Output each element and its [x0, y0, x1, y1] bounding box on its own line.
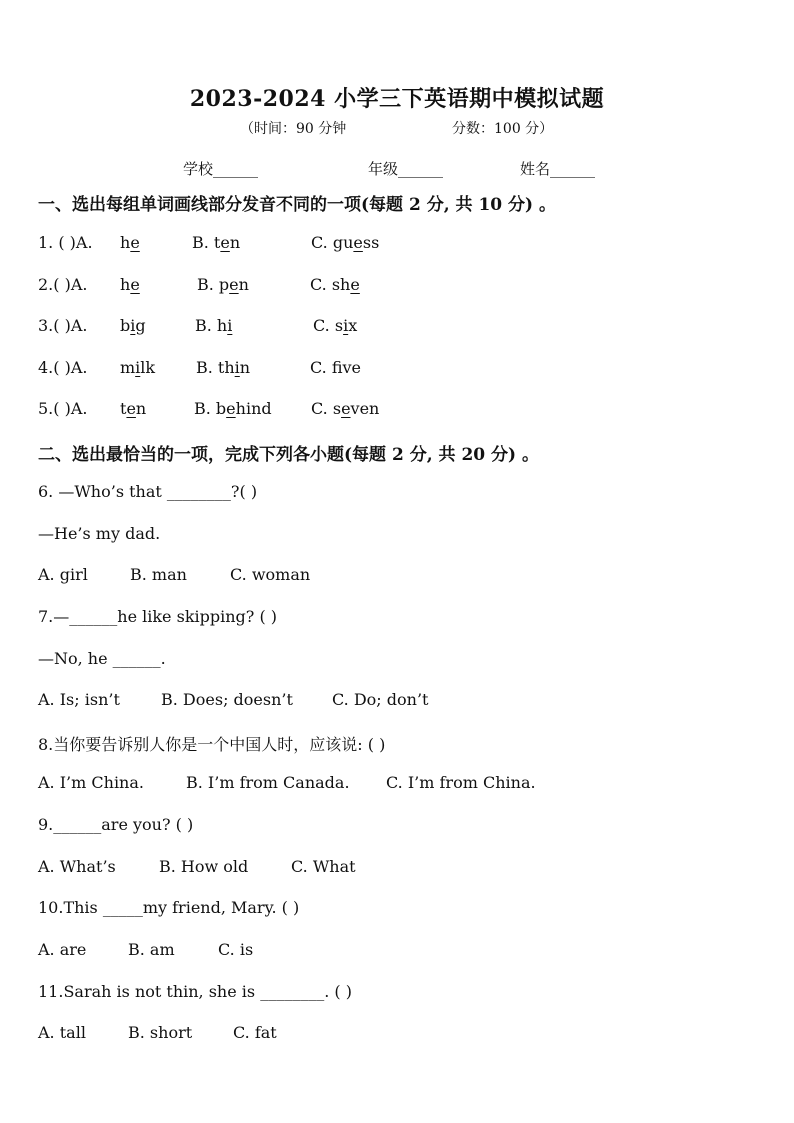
- question-7-dialogue: —No, he ______.: [38, 649, 166, 668]
- option-b: B. thin: [196, 358, 251, 377]
- question-number: 5.( )A.: [38, 399, 88, 418]
- option-a: A. girl: [38, 565, 88, 584]
- school-field: 学校______: [183, 160, 259, 178]
- option-a: milk: [120, 358, 156, 377]
- option-c: C. I’m from China.: [386, 773, 536, 792]
- question-number: 2.( )A.: [38, 275, 88, 294]
- option-a: A. are: [38, 940, 87, 959]
- option-a: A. What’s: [38, 857, 116, 876]
- option-a: A. tall: [38, 1023, 86, 1042]
- question-6-stem: 6. —Who’s that ________?( ): [38, 482, 258, 501]
- section-1-heading: 一、选出每组单词画线部分发音不同的一项(每题 2 分, 共 10 分) 。: [38, 195, 557, 215]
- option-b: B. I’m from Canada.: [186, 773, 350, 792]
- question-9-stem: 9.______are you? ( ): [38, 815, 194, 834]
- option-c: C. is: [218, 940, 254, 959]
- option-b: B. pen: [197, 275, 249, 294]
- section-2-heading: 二、选出最恰当的一项，完成下列各小题(每题 2 分, 共 20 分) 。: [38, 445, 540, 465]
- grade-field: 年级______: [368, 160, 444, 178]
- option-c: C. guess: [311, 233, 380, 252]
- option-c: C. woman: [230, 565, 311, 584]
- option-b: B. short: [128, 1023, 193, 1042]
- question-6-dialogue: —He’s my dad.: [38, 524, 161, 543]
- question-number: 4.( )A.: [38, 358, 88, 377]
- option-a: A. Is; isn’t: [38, 690, 120, 709]
- question-7-stem: 7.—______he like skipping? ( ): [38, 607, 278, 626]
- option-b: B. am: [128, 940, 175, 959]
- option-c: C. seven: [311, 399, 380, 418]
- option-c: C. fat: [233, 1023, 277, 1042]
- question-number: 3.( )A.: [38, 316, 88, 335]
- option-a: big: [120, 316, 146, 335]
- option-c: C. she: [310, 275, 360, 294]
- option-b: B. man: [130, 565, 187, 584]
- page-title: 2023-2024 小学三下英语期中模拟试题: [189, 86, 605, 112]
- option-b: B. behind: [194, 399, 272, 418]
- time-limit: （时间：90 分钟: [240, 121, 347, 137]
- option-c: C. fve: [310, 358, 362, 377]
- name-field: 姓名______: [520, 160, 596, 178]
- question-number: 1. ( )A.: [38, 233, 93, 252]
- option-a: he: [120, 233, 140, 252]
- option-b: B. ten: [192, 233, 241, 252]
- option-c: C. Do; don’t: [332, 690, 429, 709]
- option-a: ten: [120, 399, 147, 418]
- option-c: C. six: [313, 316, 358, 335]
- total-score: 分数：100 分）: [452, 121, 554, 137]
- option-a: he: [120, 275, 140, 294]
- option-b: B. How old: [159, 857, 249, 876]
- option-c: C. What: [291, 857, 356, 876]
- option-b: B. hi: [195, 316, 233, 335]
- question-8-stem: 8.当你要告诉别人你是一个中国人时，应该说: ( ): [38, 735, 386, 754]
- question-11-stem: 11.Sarah is not thin, she is ________. ( ): [38, 982, 352, 1001]
- question-10-stem: 10.This _____my friend, Mary. ( ): [38, 898, 300, 917]
- option-b: B. Does; doesn’t: [161, 690, 293, 709]
- option-a: A. I’m China.: [38, 773, 144, 792]
